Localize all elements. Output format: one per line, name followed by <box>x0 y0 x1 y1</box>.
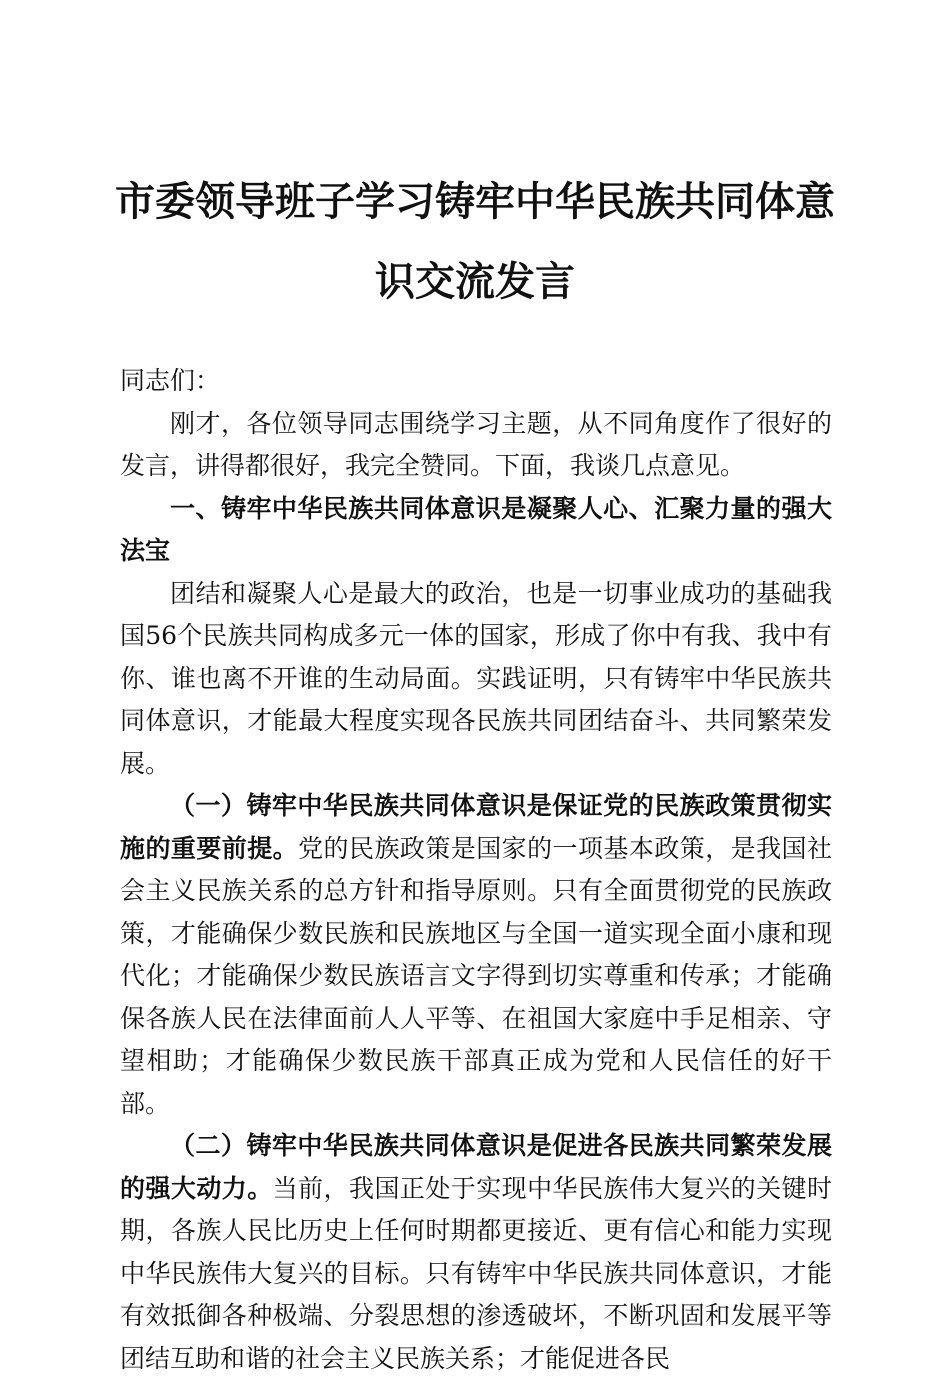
salutation: 同志们： <box>120 366 221 395</box>
subsection-paragraph-2 <box>120 1125 832 1380</box>
intro-paragraph: 刚才，各位领导同志围绕学习主题，从不同角度作了很好的发言，讲得都很好，我完全赞同。下面，我谈几点意见。 <box>120 408 832 480</box>
subsection-paragraph-1 <box>120 785 832 1125</box>
document-title: 市委领导班子学习铸牢中华民族共同体意识交流发言 <box>115 178 835 305</box>
section-heading-1: 一、铸牢中华民族共同体意识是凝聚人心、汇聚力量的强大法宝 <box>120 493 832 565</box>
section-paragraph-1: 团结和凝聚人心是最大的政治，也是一切事业成功的基础我国56个民族共同构成多元一体的国家，形成了你中有我、我中有你、谁也离不开谁的生动局面。实践证明，只有铸牢中华民族共同体意识，才能最大程度实现各民族共同团结奋斗、共同繁荣发展。 <box>120 578 832 778</box>
subsection-heading-1: （一）铸牢中华民族共同体意识是保证党的民族政策贯彻实施的重要前提。 <box>120 791 832 863</box>
subsection-text-1: 党的民族政策是国家的一项基本政策，是我国社会主义民族关系的总方针和指导原则。只有全面贯彻党的民族政策，才能确保少数民族和民族地区与全国一道实现全面小康和现代化；才能确保少数民族语言文字得到切实尊重和传承；才能确保各族人民在法律面前人人平等、在祖国大家庭中手足相亲、守望相助；才能确保少数民族干部真正成为党和人民信任的好干部。 <box>120 833 832 1118</box>
subsection-heading-2: （二）铸牢中华民族共同体意识是促进各民族共同繁荣发展的强大动力。 <box>120 1131 832 1203</box>
subsection-text-2: 当前，我国正处于实现中华民族伟大复兴的关键时期，各族人民比历史上任何时期都更接近、更有信心和能力实现中华民族伟大复兴的目标。只有铸牢中华民族共同体意识，才能有效抵御各种极端、分裂思想的渗透破坏，不断巩固和发展平等团结互助和谐的社会主义民族关系；才能促进各民 <box>120 1173 832 1373</box>
document-body <box>120 360 832 1380</box>
